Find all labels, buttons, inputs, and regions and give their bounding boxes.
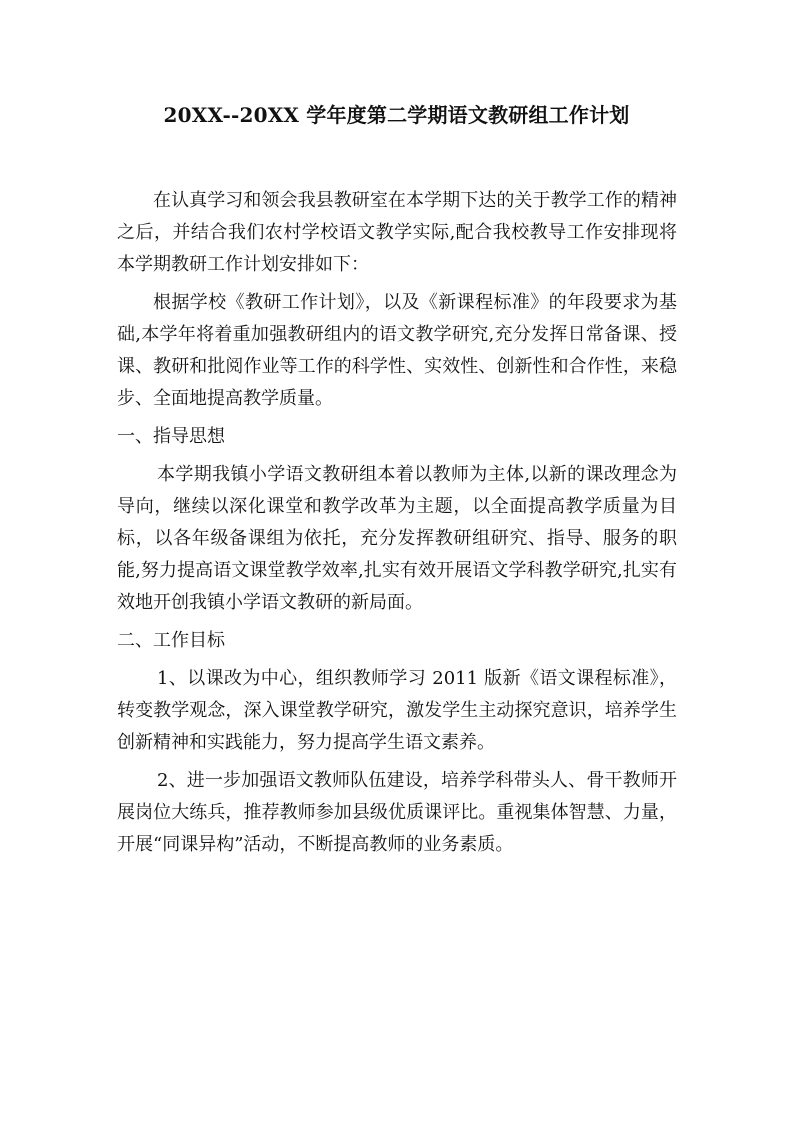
intro-paragraph-1: 在认真学习和领会我县教研室在本学期下达的关于教学工作的精神之后，并结合我们农村学校语文教学实际,配合我校教导工作安排现将本学期教研工作计划安排如下： (117, 190, 677, 275)
intro-paragraph-2: 根据学校《教研工作计划》，以及《新课程标准》的年段要求为基础,本学年将着重加强教研组内的语文教学研究,充分发挥日常备课、授课、教研和批阅作业等工作的科学性、实效性、创新性和合作性，来稳步、全面地提高教学质量。 (117, 292, 677, 409)
document-title: 20XX--20XX 学年度第二学期语文教研组工作计划 (163, 103, 630, 127)
work-goal-item-2: 2、进一步加强语文教师队伍建设，培养学科带头人、骨干教师开展岗位大练兵，推荐教师参加县级优质课评比。重视集体智慧、力量，开展“同课异构”活动，不断提高教师的业务素质。 (117, 770, 677, 855)
section-heading-guiding-ideology: 一、指导思想 (117, 426, 225, 447)
guiding-ideology-paragraph: 本学期我镇小学语文教研组本着以教师为主体,以新的课改理念为导向，继续以深化课堂和教学改革为主题，以全面提高教学质量为目标，以各年级备课组为依托，充分发挥教研组研究、指导、服务的职能,努力提高语文课堂教学效率,扎实有效开展语文学科教学研究,扎实有效地开创我镇小学语文教研的新局面。 (117, 464, 677, 613)
work-goal-item-1: 1、以课改为中心，组织教师学习 2011 版新《语文课程标准》，转变教学观念，深入课堂教学研究，激发学生主动探究意识，培养学生创新精神和实践能力，努力提高学生语文素养。 (117, 668, 677, 753)
section-heading-work-goals: 二、工作目标 (117, 630, 225, 651)
document-body (117, 185, 677, 867)
